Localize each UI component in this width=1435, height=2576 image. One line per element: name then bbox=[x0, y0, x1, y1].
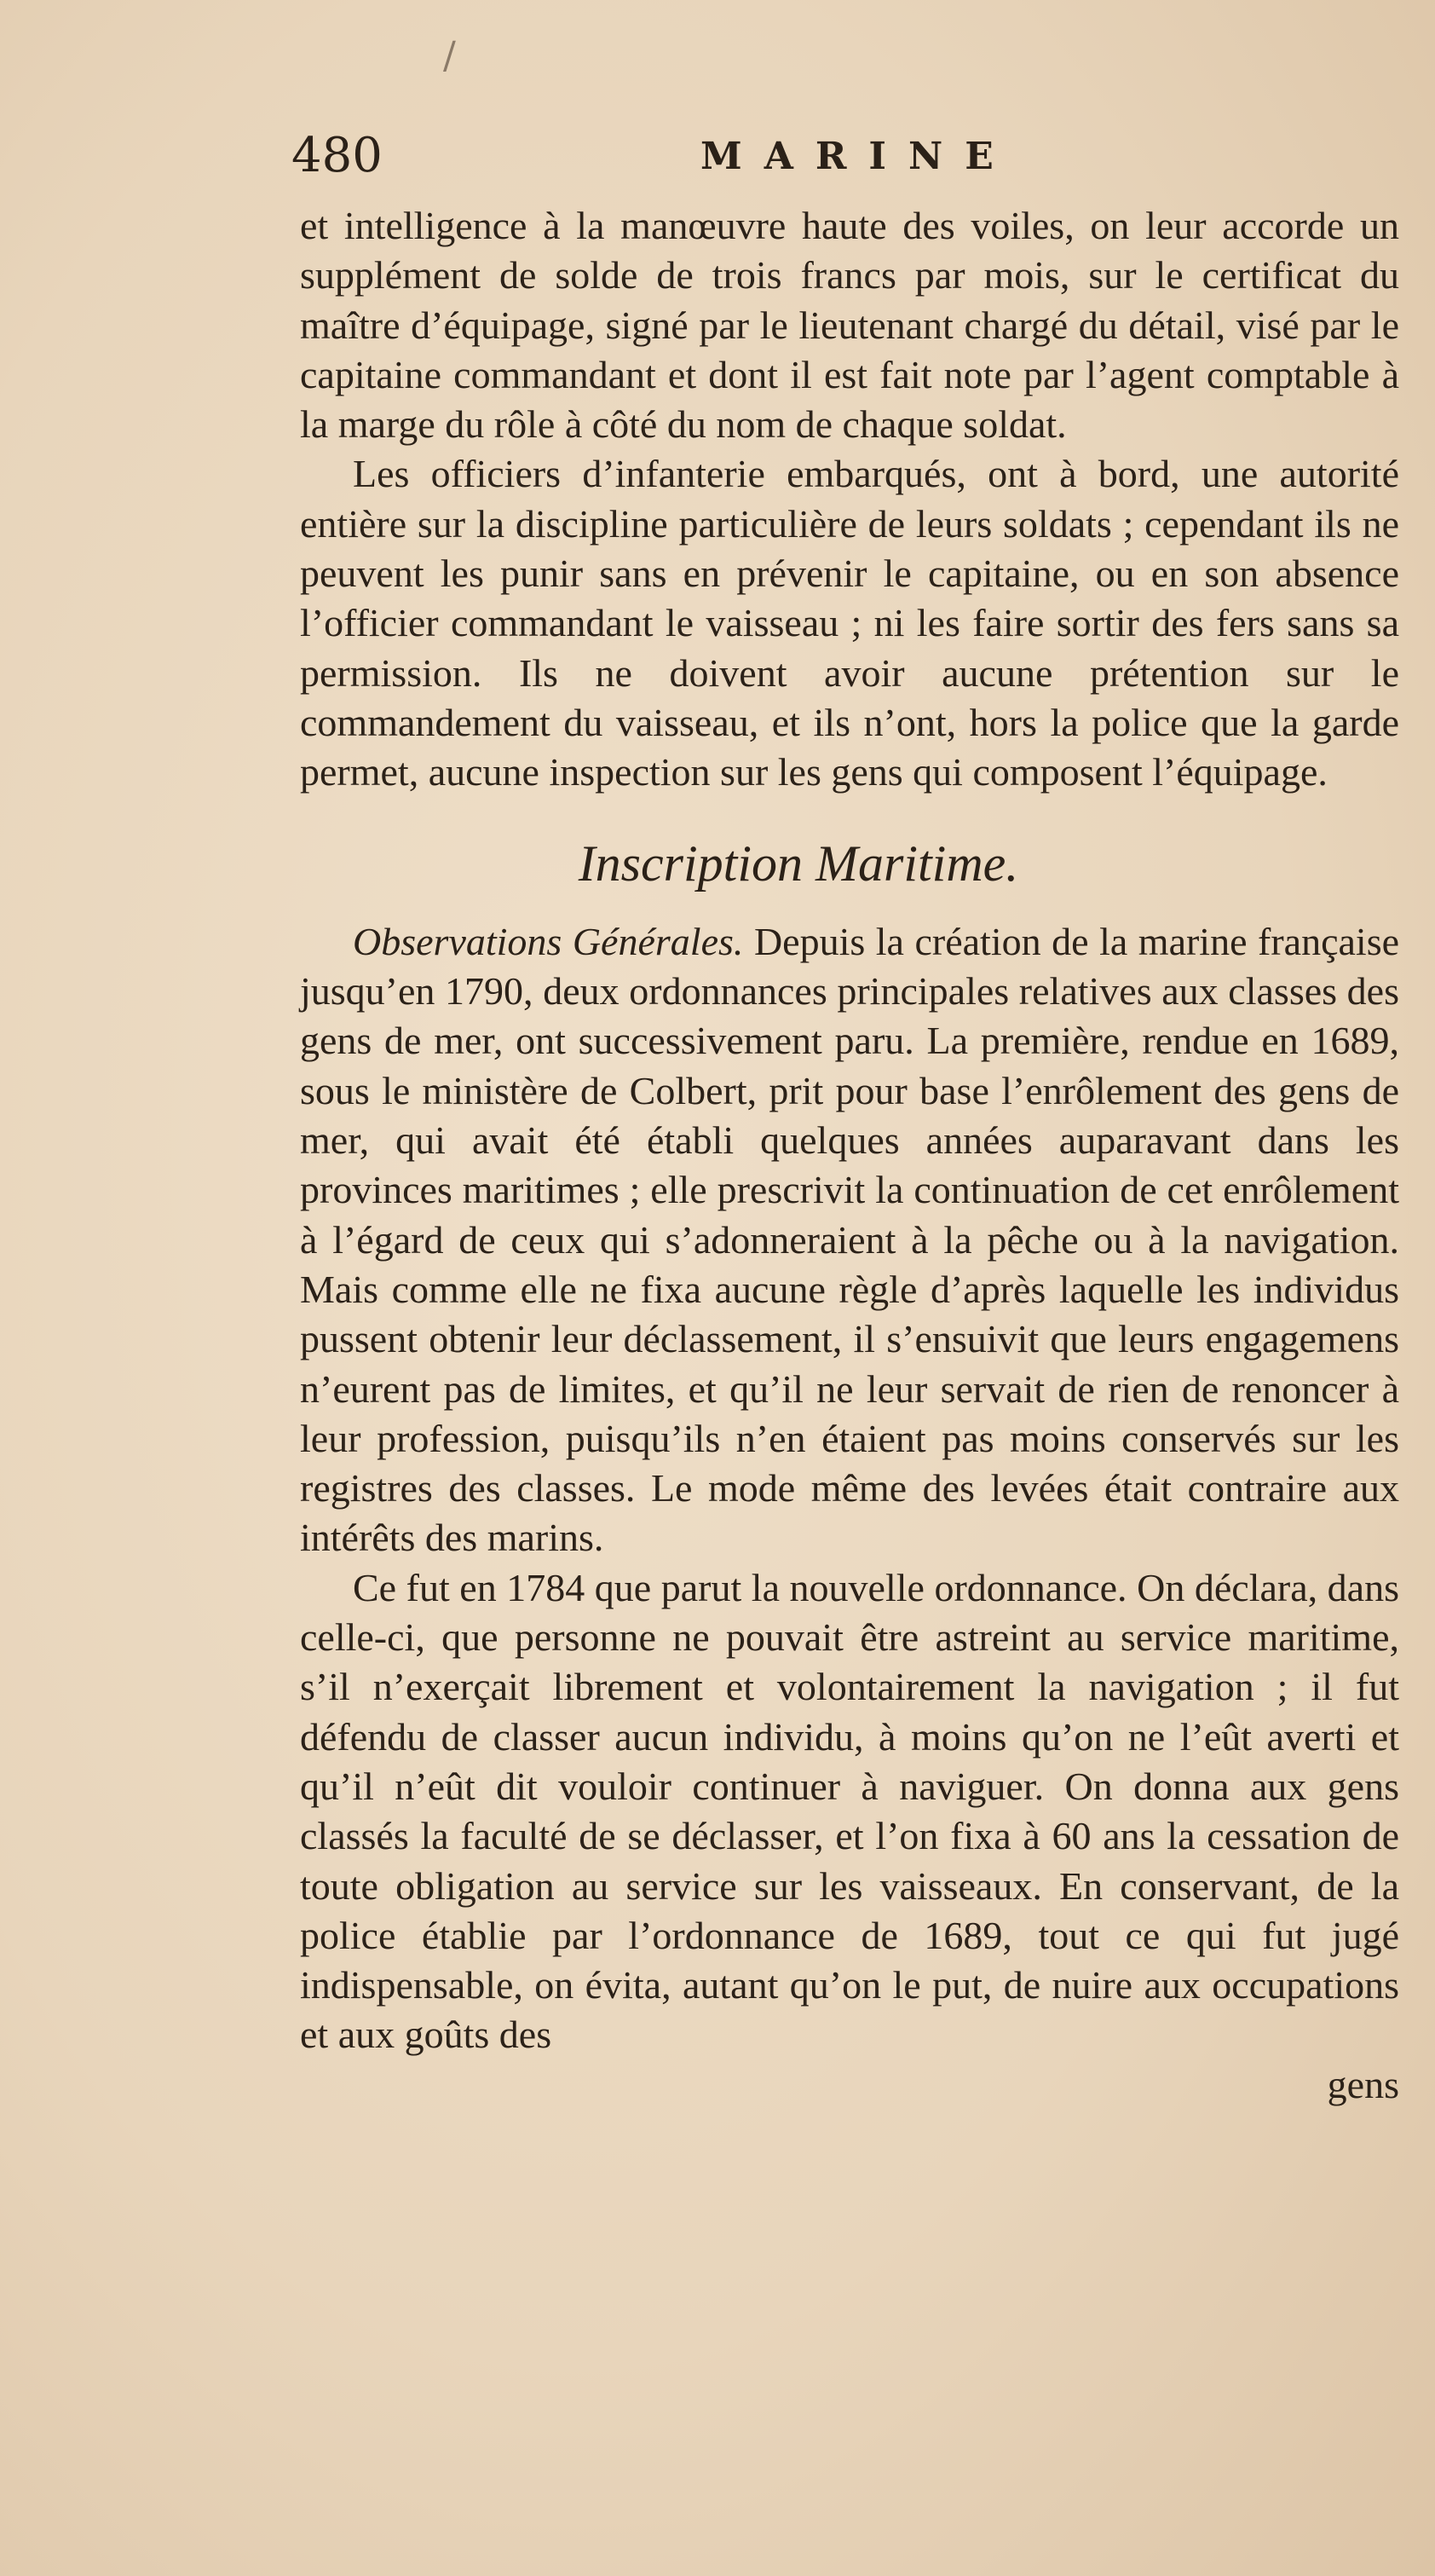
paragraph-text: Depuis la création de la marine française jusqu’en 1790, deux ordonnances principales relatives aux classes des gens de mer, ont successivement paru. La première, rendue en 1689, sous le ministère de Colbert, prit pour base l’enrôlement des gens de mer, qui avait été établi quelques années auparavant dans les provinces maritimes ; elle prescrivit la continuation de cet enrôlement à l’égard de ceux qui s’adonneraient à la pêche ou à la navigation. Mais comme elle ne fixa aucune règle d’après laquelle les individus pussent obtenir leur déclassement, il s’ensuivit que leurs engagemens n’eurent pas de limites, et qu’il ne leur servait de rien de renoncer à leur profession, puisqu’ils n’en étaient pas moins conservés sur les registres des classes. Le mode même des levées était contraire aux intérêts des marins. bbox=[300, 919, 1400, 1560]
page-header bbox=[291, 128, 1357, 188]
paragraph bbox=[300, 917, 1399, 1563]
catchword: gens bbox=[1327, 2062, 1399, 2106]
page-number: 480 bbox=[291, 128, 383, 183]
pencil-mark: / bbox=[443, 34, 456, 78]
section-heading: Inscription Maritime. bbox=[578, 835, 1019, 892]
running-title: MARINE bbox=[700, 135, 1016, 178]
paragraph: Ce fut en 1784 que parut la nouvelle ordonnance. On déclara, dans celle-ci, que personne ne pouvait être astreint au service maritime, s’il n’exerçait librement et volontairement la navigation ; il fut défendu de classer aucun individu, à moins qu’on ne l’eût averti et qu’il n’eût dit vouloir continuer à naviguer. On donna aux gens classés la faculté de se déclasser, et l’on fixa à 60 ans la cessation de toute obligation au service sur les vaisseaux. En conservant, de la police établie par l’ordonnance de 1689, tout ce qui fut jugé indispensable, on évita, autant qu’on le put, de nuire aux occupations et aux goûts des bbox=[300, 1565, 1399, 2057]
paragraph: et intelligence à la manœuvre haute des voiles, on leur accorde un supplément de solde de trois francs par mois, sur le certificat du maître d’équipage, signé par le lieutenant chargé du détail, visé par le capitaine commandant et dont il est fait note par l’agent comptable à la marge du rôle à côté du nom de chaque soldat. bbox=[300, 204, 1399, 447]
paragraph: Les officiers d’infanterie embarqués, ont à bord, une autorité entière sur la discipline particulière de leurs soldats ; cependant ils ne peuvent les punir sans en prévenir le capitaine, ou en son absence l’officier commandant le vaisseau ; ni les faire sortir des fers sans sa permission. Ils ne doivent avoir aucune prétention sur le commandement du vaisseau, et ils n’ont, hors la police que la garde permet, aucune inspection sur les gens qui composent l’équipage. bbox=[300, 452, 1399, 794]
page-body bbox=[300, 201, 1399, 2110]
lead-in-heading: Observations Générales. bbox=[353, 919, 744, 963]
